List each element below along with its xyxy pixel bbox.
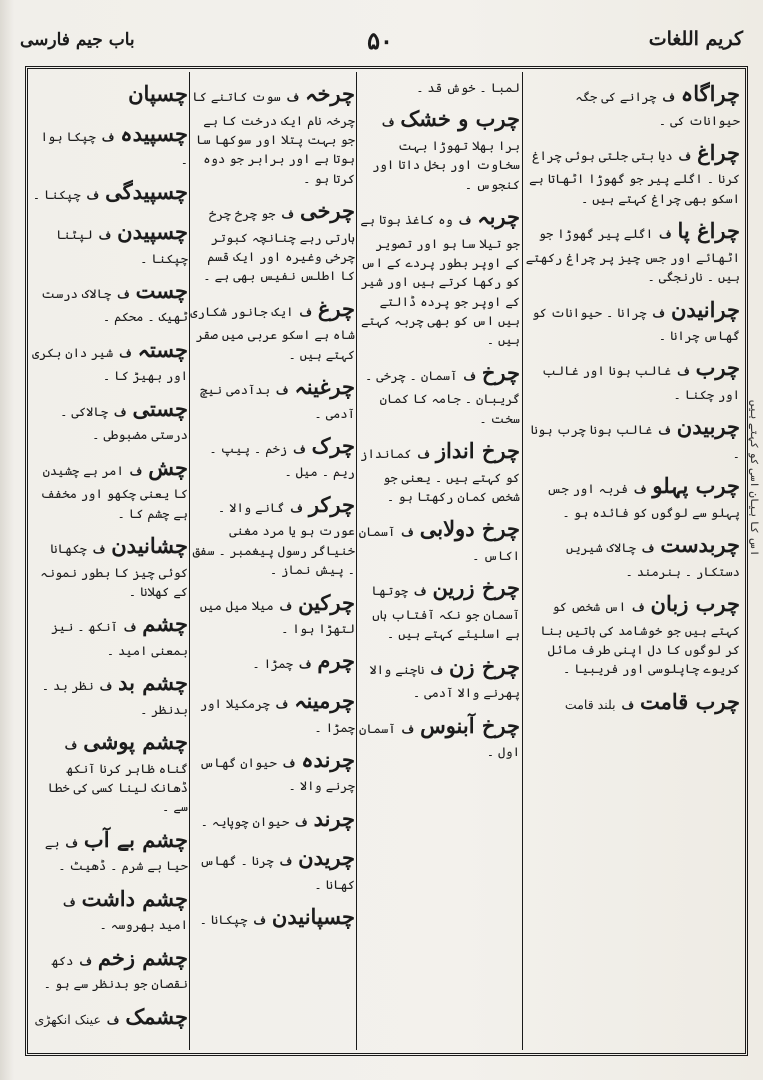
dictionary-entry — [358, 201, 520, 350]
headword: چربدست — [660, 532, 740, 558]
language-abbr: ف — [458, 213, 472, 228]
headword: چرب و خشک — [400, 106, 520, 132]
headword: چرب — [695, 355, 740, 381]
definition: اگلے پیر گھوڑا جو اٹھائے اور جس چیز پر چراغ رکھتے ہیں ۔ نارنجگی ۔ — [525, 226, 740, 285]
dictionary-entry — [525, 529, 740, 581]
dictionary-entry — [525, 137, 740, 208]
dictionary-entry — [525, 686, 740, 719]
dictionary-entry — [525, 352, 740, 404]
definition: چالاک شیریں دستکار ۔ ہنرمند ۔ — [566, 540, 740, 579]
headword: چسپیدہ — [120, 120, 188, 146]
dictionary-entry — [190, 78, 355, 188]
dictionary-entry — [525, 78, 740, 130]
language-abbr: ف — [79, 953, 92, 968]
headword: چریدن — [298, 845, 355, 871]
definition: چرنا ۔ گھاس کھانا ۔ — [199, 853, 355, 892]
headword: چشمک — [125, 1003, 188, 1029]
dictionary-entry — [190, 371, 355, 423]
language-abbr: ف — [64, 738, 78, 753]
language-abbr: ف — [641, 541, 655, 556]
definition: آسمان ۔ چرخی ۔ گریبان ۔ جامہ کا کمان سخت ۔ — [364, 367, 520, 426]
dictionary-entry — [32, 1001, 188, 1034]
headword: چشم بد — [118, 670, 188, 696]
language-abbr: ف — [430, 662, 444, 677]
definition: چرانا ۔ حیوانات کو گھاس چرانا ۔ — [532, 304, 740, 344]
headword: چسپان — [128, 81, 188, 106]
headword: چرب زبان — [650, 591, 740, 617]
definition: چپکا ہوا ۔ — [40, 128, 188, 168]
headword: چست — [135, 277, 188, 303]
headword: چراگاہ — [680, 81, 740, 106]
headword: چرخ آبنوس — [420, 712, 520, 738]
headword: چرغ — [317, 295, 355, 321]
dictionary-entry — [190, 195, 355, 286]
language-abbr: ف — [106, 1012, 120, 1027]
dictionary-entry — [32, 942, 188, 994]
definition: حیوان گھاس چرنے والا ۔ — [199, 754, 355, 794]
headword: چشم زخم — [97, 944, 188, 970]
dictionary-entry — [358, 513, 520, 565]
headword: چرخہ — [305, 81, 355, 106]
dictionary-entry — [32, 118, 188, 170]
column-3 — [190, 78, 355, 1043]
definition: چرمکیلا اور چمڑا ۔ — [199, 696, 355, 735]
dictionary-entry — [525, 215, 740, 286]
language-abbr: ف — [659, 227, 672, 242]
definition: بدآدمی نیچ آدمی ۔ — [200, 382, 355, 421]
language-abbr: ف — [98, 228, 112, 243]
definition: ناچنے والا پھرنے والا آدمی ۔ — [369, 661, 520, 701]
headword: چسپیدگی — [105, 179, 188, 205]
dictionary-entry — [358, 103, 520, 194]
definition: اس شخص کو کہتے ہیں جو خوشامد کی باتیں بنا کر لوگوں کا دل اپنی طرف مائل کریوے چاپلوسی اور فریبیا ۔ — [540, 599, 740, 677]
dictionary-entry — [32, 530, 188, 601]
headword: چربہ — [477, 204, 520, 230]
dictionary-entry — [190, 901, 355, 934]
definition: شیر دان بکری اور بھیڑ کا ۔ — [32, 344, 188, 384]
definition: چپکانا ۔ — [199, 912, 248, 928]
dictionary-entry — [190, 430, 355, 482]
language-abbr: ف — [414, 584, 427, 599]
dictionary-entry — [525, 588, 740, 679]
language-abbr: ف — [114, 404, 127, 419]
language-abbr: ف — [632, 600, 645, 615]
definition: وہ کاغذ ہوتا ہے جو تیلا سا ہو اور تصویر کے اوپر بطور پردے کے اس کو رکھا کرتے ہیں اور شیر کے اوپر جو پردہ ڈالتے ہیں اس کو بھی چربہ کہتے ہیں ۔ — [360, 212, 520, 348]
language-abbr: ف — [282, 755, 296, 770]
dictionary-entry — [32, 452, 188, 523]
dictionary-entry — [358, 572, 520, 643]
definition: امر ہے چشیدن کا یعنی چکھو اور مخفف ہے چشم کا ۔ — [40, 462, 188, 521]
margin-note: اس کا بیان اسی کو کہتے ہیں — [748, 400, 761, 557]
language-abbr: ف — [253, 913, 266, 928]
section-title: باب جیم فارسی — [20, 30, 135, 50]
headword: چرخ زن — [449, 653, 520, 679]
definition: فربہ اور جس پہلو سے لوگوں کو فائدہ ہو ۔ — [546, 481, 740, 520]
headword: چرخ — [481, 359, 520, 385]
headword: چرکین — [298, 589, 355, 615]
headword: چرب قامت — [640, 688, 740, 714]
language-abbr: ف — [286, 90, 300, 104]
column-divider — [356, 72, 357, 1050]
definition: چالاکی ۔ درستی مضبوطی ۔ — [60, 403, 188, 443]
headword: چرانیدن — [670, 296, 740, 322]
dictionary-entry — [190, 744, 355, 796]
dictionary-entry — [525, 411, 740, 463]
language-abbr: ف — [299, 304, 312, 319]
definition: آنکھ ۔ نیز بمعنی امید ۔ — [51, 619, 188, 658]
headword: چرب پہلو — [652, 473, 740, 499]
headword: چرکر — [308, 491, 355, 517]
definition: آسمان اکاس ۔ — [358, 524, 520, 563]
definition: زخم ۔ پیپ ۔ ریم ۔ میل ۔ — [209, 440, 355, 480]
headword: چرک — [311, 432, 355, 458]
definition: چوتھا آسمان جو نکہ آفتاب ہاں ہے اسلیئے کہتے ہیں ۔ — [371, 583, 520, 642]
language-abbr: ف — [293, 441, 306, 456]
dictionary-entry — [190, 685, 355, 737]
language-abbr: ف — [63, 894, 76, 909]
definition: جو چرخ چرخ ہارتی رہے چنانچہ کبوتر چرخی وغیرہ اور ایک قسم کا اطلس نفیس بھی ہے ۔ — [203, 206, 355, 284]
language-abbr: ف — [101, 129, 115, 144]
definition: لپٹنا چپکنا ۔ — [56, 227, 188, 266]
headword: چستی — [132, 395, 188, 421]
headword: چشم داشت — [81, 885, 188, 911]
language-abbr: ف — [129, 463, 143, 478]
language-abbr: ف — [295, 814, 308, 829]
column-2 — [358, 78, 520, 1043]
dictionary-entry — [358, 435, 520, 506]
dictionary-entry — [190, 842, 355, 894]
dictionary-entry — [32, 726, 188, 817]
language-abbr: ف — [99, 679, 113, 694]
definition: میلا میل میں لتھڑا ہوا ۔ — [199, 597, 355, 637]
definition: بلند قامت — [564, 696, 616, 712]
language-abbr: ف — [275, 697, 289, 711]
headword: چربیدن — [676, 414, 740, 440]
definition: سوت کاتنے کا چرخہ نام ایک درخت کا ہے جو بہت پتلا اور سوکھا سا ہوتا ہے اور برابر جو دوہ کرتا ہو ۔ — [192, 89, 355, 186]
language-abbr: ف — [123, 620, 137, 635]
language-abbr: ف — [119, 345, 132, 360]
dictionary-entry — [32, 824, 188, 876]
column-1 — [525, 78, 740, 1043]
language-abbr: ف — [463, 368, 476, 383]
definition: گناہ ظاہر کرنا آنکھ ڈھانک لینا کسی کی خطا سے ۔ — [47, 760, 188, 815]
definition: برا بھلا تھوڑا بہت سخاوت اور بخل داتا اور کنجوس ۔ — [372, 137, 520, 192]
language-abbr: ف — [279, 854, 293, 869]
headword: چراغ — [697, 139, 740, 165]
language-abbr: ف — [401, 721, 415, 736]
definition: ایک جانور شکاری شاہ ہے اسکو عربی میں صقر کہتے ہیں ۔ — [190, 303, 355, 362]
language-abbr: ف — [662, 90, 675, 104]
language-abbr: ف — [279, 598, 293, 613]
definition: بے حیا بے شرم ۔ ڈھیٹ ۔ — [44, 834, 188, 874]
headword: چرند — [313, 805, 355, 831]
language-abbr: ف — [381, 115, 395, 130]
language-abbr: ف — [290, 500, 303, 515]
language-abbr: ف — [281, 207, 294, 222]
dictionary-entry — [32, 883, 188, 935]
headword: چسپیدن — [117, 219, 188, 245]
headword: چشانیدن — [111, 533, 188, 558]
definition: چمڑا ۔ — [252, 656, 293, 672]
definition: امید بھروسہ ۔ — [99, 917, 188, 933]
definition: غالب ہونا چرب ہونا ۔ — [530, 422, 740, 461]
headword: چراغ پا — [677, 218, 740, 244]
column-4 — [32, 78, 188, 1043]
definition: چکھانا کوئی چیز کا بطور نمونہ کے کھلانا ۔ — [40, 541, 188, 599]
language-abbr: ف — [658, 423, 671, 438]
dictionary-entry — [190, 293, 355, 364]
column-divider — [522, 72, 523, 1050]
language-abbr: ف — [401, 525, 414, 540]
headword: چرخ انداز — [435, 438, 520, 464]
definition: کمانداز کو کہتے ہیں ۔ یعنی جو شخص کمان رکھتا ہو ۔ — [360, 446, 520, 505]
definition: چپکنا ۔ — [32, 187, 81, 203]
dictionary-entry — [358, 357, 520, 428]
headword: چشم — [142, 611, 188, 637]
language-abbr: ف — [92, 542, 106, 556]
dictionary-entry — [190, 489, 355, 580]
definition: نظر بد ۔ بدنظر ۔ — [41, 678, 188, 717]
dictionary-entry — [358, 710, 520, 762]
language-abbr: ف — [633, 482, 647, 497]
language-abbr: ف — [65, 835, 78, 850]
dictionary-entry — [32, 393, 188, 445]
headword: چرخی — [299, 198, 355, 224]
dictionary-entry — [525, 470, 740, 522]
definition: چالاک درست ٹھیک ۔ محکم ۔ — [41, 285, 188, 325]
language-abbr: ف — [678, 148, 692, 163]
continued-text: لمبا ۔ خوش قد ۔ — [416, 80, 520, 95]
page-header — [20, 26, 743, 60]
headword: چرندہ — [301, 746, 355, 772]
page-number: ۵۰ — [367, 26, 393, 55]
definition: عینک انکھڑی — [34, 1011, 101, 1027]
headword: چش — [148, 454, 188, 480]
language-abbr: ف — [621, 697, 635, 712]
headword: چرخ زرین — [432, 575, 520, 601]
language-abbr: ف — [652, 305, 665, 320]
dictionary-entry — [190, 587, 355, 639]
dictionary-entry — [32, 78, 188, 111]
headword: چرخ دولابی — [419, 516, 520, 542]
dictionary-entry — [190, 645, 355, 678]
headword: چشم بے آب — [83, 826, 188, 852]
dictionary-entry — [32, 334, 188, 386]
dictionary-entry — [525, 294, 740, 346]
headword: چشم پوشی — [83, 729, 188, 755]
dictionary-entry — [358, 651, 520, 703]
headword: چرغینہ — [294, 374, 355, 400]
language-abbr: ف — [677, 364, 690, 379]
headword: چرمینہ — [294, 688, 355, 713]
language-abbr: ف — [276, 383, 289, 398]
language-abbr: ف — [298, 657, 312, 672]
dictionary-entry — [190, 803, 355, 836]
dictionary-entry — [32, 608, 188, 660]
dictionary-entry — [32, 216, 188, 268]
headword: چرم — [317, 648, 355, 674]
definition: دیا بتی جلتی ہوئی چراغ کرنا ۔ اگلے پیر جو گھوڑا اٹھاتا ہے اسکو بھی چراغ کہتے ہیں ۔ — [529, 147, 740, 206]
dictionary-entry — [32, 176, 188, 209]
definition: چرانے کی جگہ حیوانات کی ۔ — [575, 89, 740, 128]
definition: گانے والا ۔ عورت ہو یا مرد مغنی خنیاگر رسول پیغمبر ۔ سفق ۔ پیش نماز ۔ — [192, 499, 355, 578]
headword: چستہ — [137, 336, 188, 362]
language-abbr: ف — [117, 286, 130, 301]
language-abbr: ف — [417, 447, 430, 462]
definition: حیوان چوپایہ ۔ — [200, 813, 290, 829]
definition: غالب ہونا اور غالب اور چکنا ۔ — [542, 363, 740, 402]
dictionary-entry — [32, 667, 188, 719]
definition: آسمان اول ۔ — [359, 720, 520, 760]
book-title: کریم اللغات — [648, 28, 743, 50]
language-abbr: ف — [86, 188, 100, 203]
headword: چسپانیدن — [271, 904, 355, 930]
definition: دکھ نقصان جو بدنظر سے ہو ۔ — [43, 952, 188, 992]
dictionary-entry — [32, 275, 188, 327]
